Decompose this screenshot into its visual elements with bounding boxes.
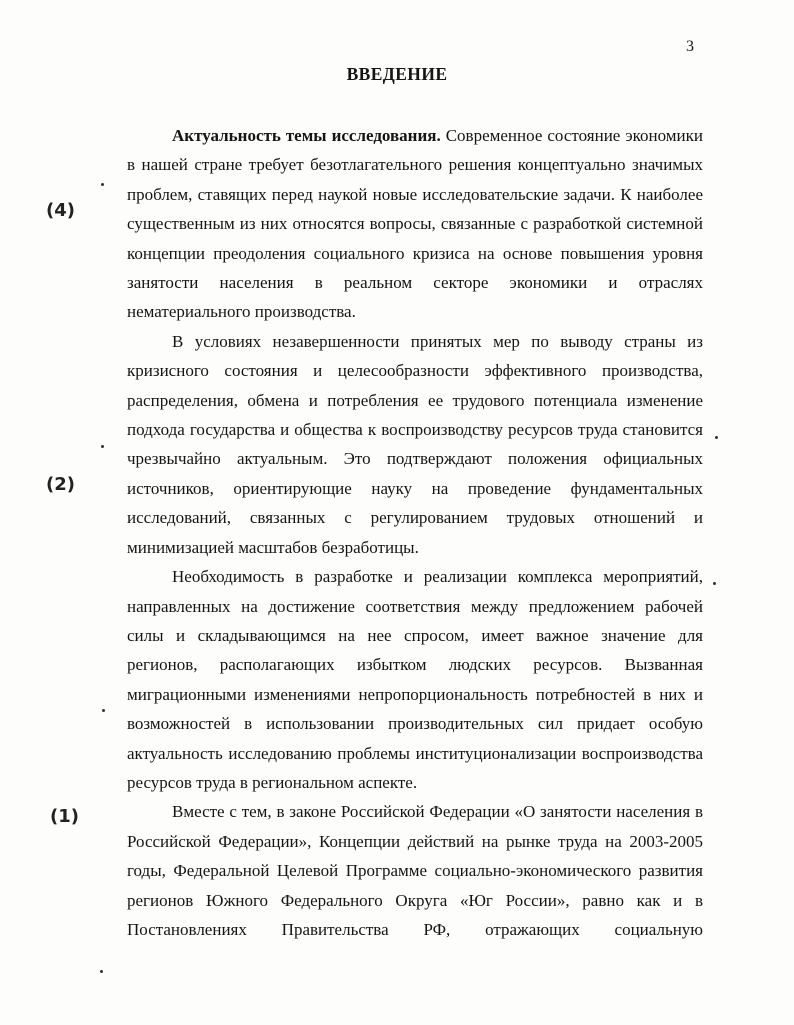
scan-speck [101, 445, 104, 448]
margin-annotation: (1) [50, 806, 79, 827]
paragraph-3 [127, 562, 703, 797]
document-body [127, 121, 703, 944]
paragraph-1 [127, 121, 703, 327]
paragraph-4 [127, 797, 703, 944]
paragraph-lead: Актуальность темы исследования. [172, 126, 441, 145]
paragraph-2 [127, 327, 703, 562]
paragraph-text: Вместе с тем, в законе Российской Федерации «О занятости населения в Российской Федерации», Концепции действий на рынке труда на 2003-2005 годы, Федеральной Целевой Программе социально-экономического развития регионов Южного Федерального Округа «Юг России», равно как и в Постановлениях Правительства РФ, отражающих социальную [127, 802, 703, 939]
scan-speck [715, 436, 718, 439]
scan-speck [100, 970, 103, 973]
page-title: ВВЕДЕНИЕ [346, 64, 448, 84]
paragraph-text: Необходимость в разработке и реализации комплекса мероприятий, направленных на достижение соответствия между предложением рабочей силы и складывающимся на нее спросом, имеет важное значение для регионов, располагающих избытком людских ресурсов. Вызванная миграционными изменениями непропорциональность потребностей в них и возможностей в использовании производительных сил придает особую актуальность исследованию проблемы институционализации воспроизводства ресурсов труда в региональном аспекте. [127, 567, 703, 792]
page-number: 3 [686, 38, 694, 55]
scan-speck [101, 183, 104, 186]
paragraph-text: Современное состояние экономики в нашей стране требует безотлагательного решения концептуально значимых проблем, ставящих перед наукой новые исследовательские задачи. К наиболее существенным из них относятся вопросы, связанные с разработкой системной концепции преодоления социального кризиса на основе повышения уровня занятости населения в реальном секторе экономики и отраслях нематериального производства. [127, 126, 704, 322]
scan-speck [102, 709, 105, 712]
margin-annotation: (4) [46, 200, 75, 221]
scan-speck [713, 582, 716, 585]
margin-annotation: (2) [46, 474, 75, 495]
paragraph-text: В условиях незавершенности принятых мер по выводу страны из кризисного состояния и целесообразности эффективного производства, распределения, обмена и потребления ее трудового потенциала изменение подхода государства и общества к воспроизводству ресурсов труда становится чрезвычайно актуальным. Это подтверждают положения официальных источников, ориентирующие науку на проведение фундаментальных исследований, связанных с регулированием трудовых отношений и минимизацией масштабов безработицы. [127, 331, 703, 557]
